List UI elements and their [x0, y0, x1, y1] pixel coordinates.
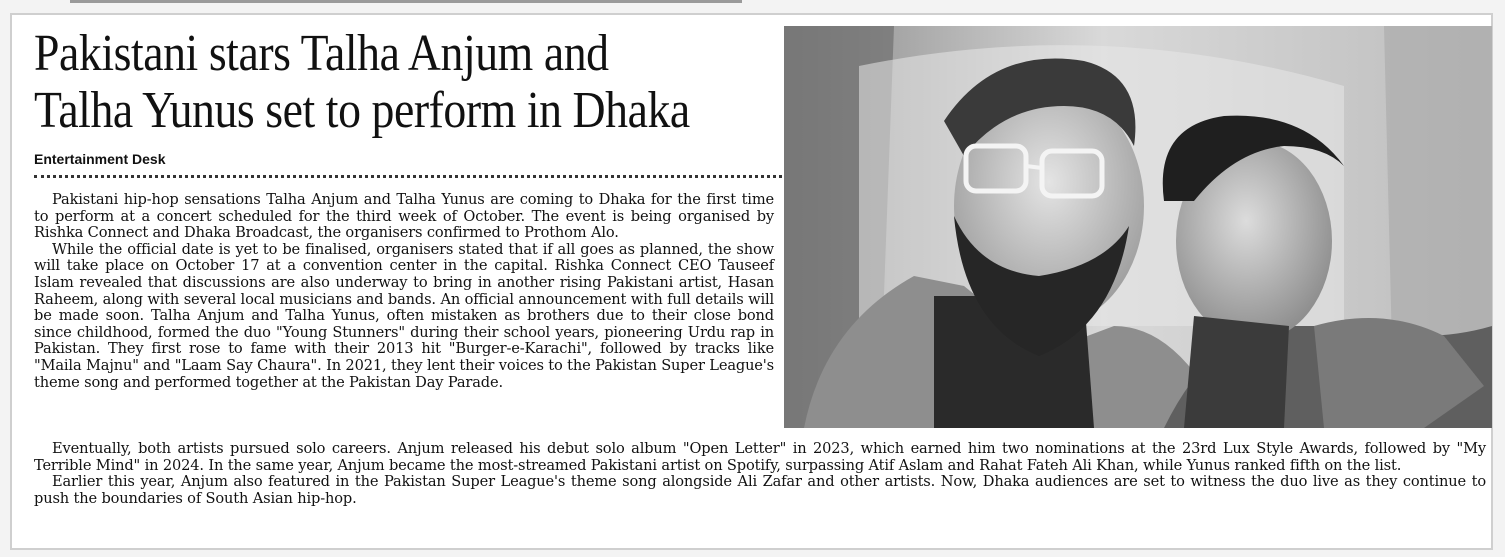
news-article	[10, 13, 1493, 550]
headline-line-1: Pakistani stars Talha Anjum and	[34, 25, 609, 82]
article-body-column	[34, 192, 774, 391]
top-strip	[70, 0, 742, 3]
headline	[34, 25, 690, 139]
paragraph-4: Earlier this year, Anjum also featured in the Pakistan Super League's theme song alongside Ali Zafar and other artists. Now, Dhaka audiences are set to witness the duo live as they continue to push the boundaries of South Asian hip-hop.	[34, 473, 1486, 507]
byline: Entertainment Desk	[34, 151, 166, 167]
paragraph-3: Eventually, both artists pursued solo careers. Anjum released his debut solo album "Open Letter" in 2023, which earned him two nominations at the 23rd Lux Style Awards, followed by "My Terrible Mind" in 2024. In the same year, Anjum became the most-streamed Pakistani artist on Spotify, surpassing Atif Aslam and Rahat Fateh Ali Khan, while Yunus ranked fifth on the list.	[34, 440, 1486, 474]
article-body-wide	[34, 441, 1486, 507]
dotted-divider	[34, 175, 782, 178]
paragraph-2: While the official date is yet to be finalised, organisers stated that if all goes as planned, the show will take place on October 17 at a convention center in the capital. Rishka Connect CEO Tauseef Islam revealed that discussions are also underway to bring in another rising Pakistani artist, Hasan Raheem, along with several local musicians and bands. An official announcement with full details will be made soon. Talha Anjum and Talha Yunus, often mistaken as brothers due to their close bond since childhood, formed the duo "Young Stunners" during their school years, pioneering Urdu rap in Pakistan. They first rose to fame with their 2013 hit "Burger-e-Karachi", followed by tracks like "Maila Majnu" and "Laam Say Chaura". In 2021, they lent their voices to the Pakistan Super League's theme song and performed together at the Pakistan Day Parade.	[34, 240, 774, 391]
paragraph-1: Pakistani hip-hop sensations Talha Anjum and Talha Yunus are coming to Dhaka for the first time to perform at a concert scheduled for the third week of October. The event is being organised by Rishka Connect and Dhaka Broadcast, the organisers confirmed to Prothom Alo.	[34, 191, 774, 242]
headline-line-2: Talha Yunus set to perform in Dhaka	[34, 82, 690, 139]
article-photo	[784, 26, 1492, 428]
